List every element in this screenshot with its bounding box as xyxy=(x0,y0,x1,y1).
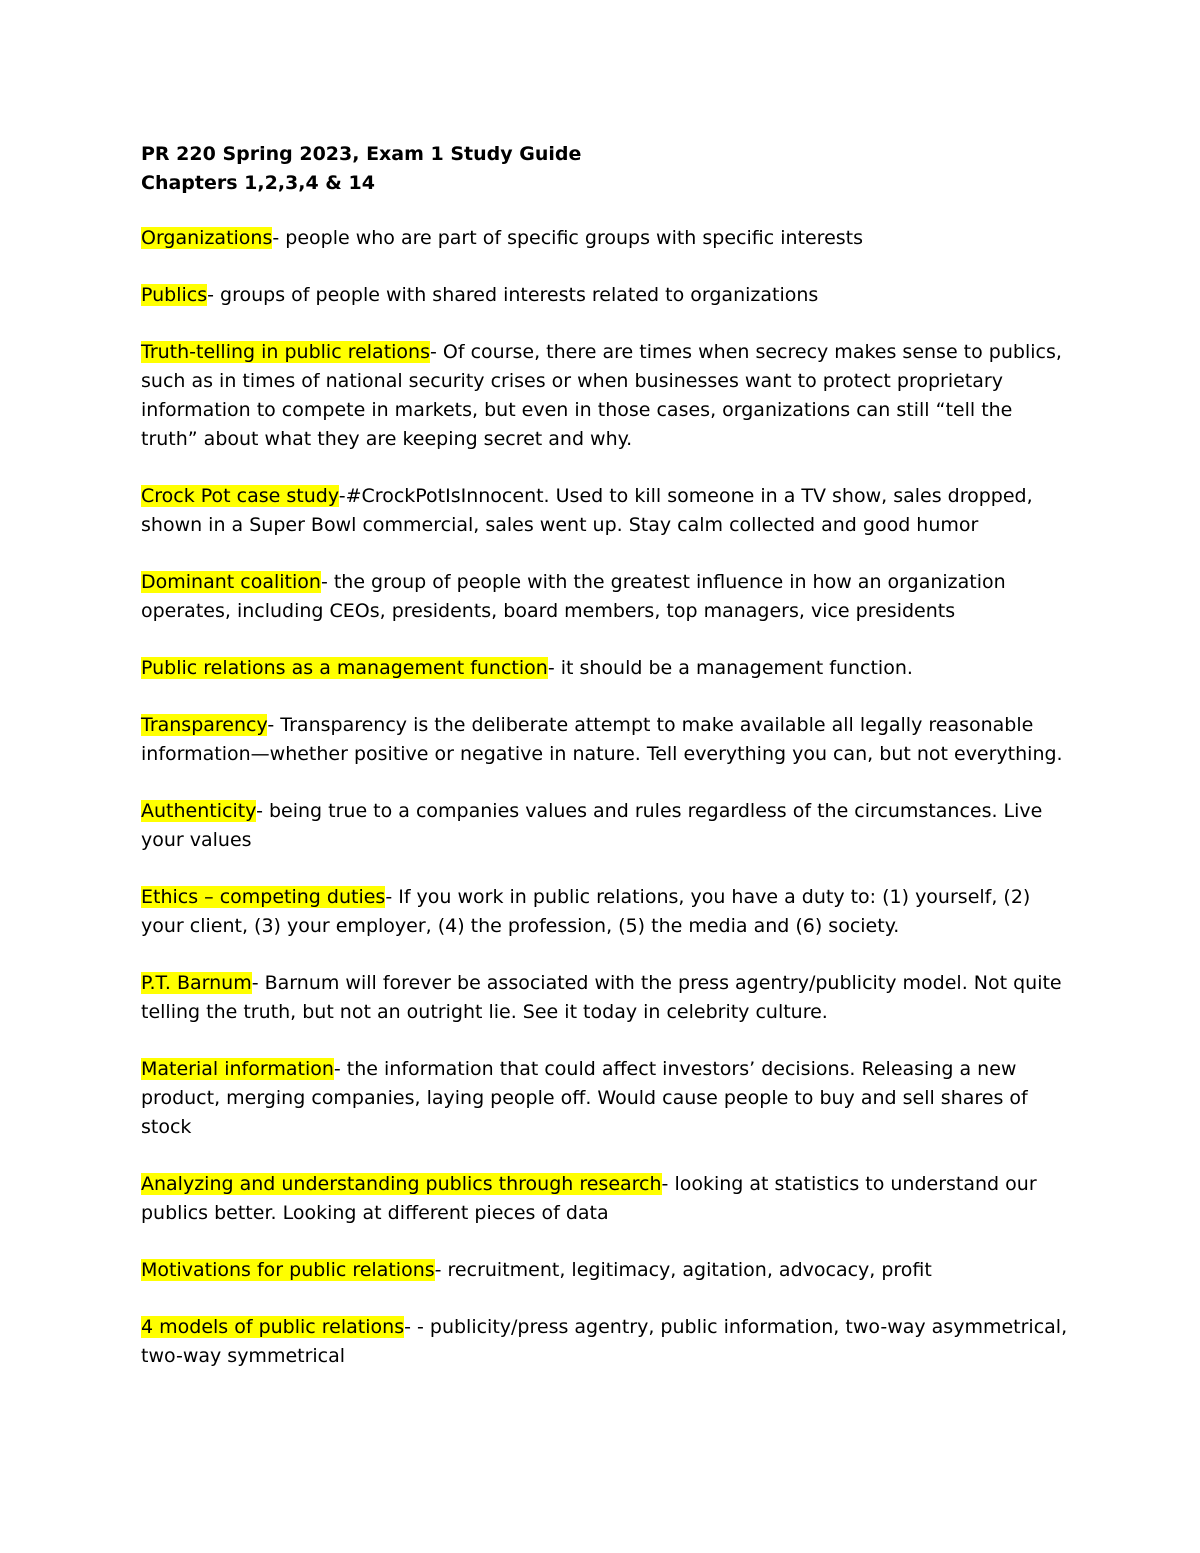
entry-pr-management-function xyxy=(141,654,1070,683)
highlighted-term: Motivations for public relations xyxy=(141,1259,435,1281)
document-header xyxy=(141,140,1070,198)
term-definition: groups of people with shared interests related to organizations xyxy=(214,284,819,306)
entry-ethics-competing-duties xyxy=(141,883,1070,941)
highlighted-term: Crock Pot case study xyxy=(141,485,339,507)
entry-authenticity xyxy=(141,797,1070,855)
entry-crock-pot-case-study xyxy=(141,482,1070,540)
term-definition: it should be a management function. xyxy=(554,657,913,679)
entry-material-information xyxy=(141,1055,1070,1142)
term-definition: the group of people with the greatest influence in how an organization operates, including CEOs, presidents, board members, top managers, vice presidents xyxy=(141,571,1006,622)
term-separator: - xyxy=(385,886,393,908)
term-definition: Transparency is the deliberate attempt to make available all legally reasonable information—whether positive or negative in nature. Tell everything you can, but not everything. xyxy=(141,714,1063,765)
entry-publics xyxy=(141,281,1070,310)
term-separator: - xyxy=(661,1173,669,1195)
entry-4-models-pr xyxy=(141,1313,1070,1371)
term-separator: - xyxy=(320,571,328,593)
term-definition: If you work in public relations, you have a duty to: (1) yourself, (2) your client, (3) your employer, (4) the profession, (5) the media and (6) society. xyxy=(141,886,1031,937)
term-definition: recruitment, legitimacy, agitation, advocacy, profit xyxy=(441,1259,932,1281)
term-separator: - xyxy=(272,227,280,249)
term-separator: - xyxy=(267,714,275,736)
highlighted-term: 4 models of public relations xyxy=(141,1316,405,1338)
term-definition: looking at statistics to understand our publics better. Looking at different pieces of data xyxy=(141,1173,1037,1224)
entry-analyzing-publics-research xyxy=(141,1170,1070,1228)
entry-dominant-coalition xyxy=(141,568,1070,626)
entry-transparency xyxy=(141,711,1070,769)
term-definition: people who are part of specific groups with specific interests xyxy=(279,227,864,249)
term-definition: #CrockPotIsInnocent. Used to kill someone in a TV show, sales dropped, shown in a Super Bowl commercial, sales went up. Stay calm collected and good humor xyxy=(141,485,1033,536)
highlighted-term: Transparency xyxy=(141,714,268,736)
term-separator: - xyxy=(207,284,214,306)
highlighted-term: Truth-telling in public relations xyxy=(141,341,430,363)
document-title: PR 220 Spring 2023, Exam 1 Study Guide xyxy=(141,143,582,165)
term-definition: the information that could affect investors’ decisions. Releasing a new product, merging companies, laying people off. Would cause people to buy and sell shares of stock xyxy=(141,1058,1028,1138)
term-separator: - xyxy=(430,341,437,363)
highlighted-term: Authenticity xyxy=(141,800,257,822)
highlighted-term: P.T. Barnum xyxy=(141,972,252,994)
term-separator: - xyxy=(404,1316,411,1338)
term-separator: - xyxy=(434,1259,442,1281)
highlighted-term: Public relations as a management function xyxy=(141,657,548,679)
entry-pt-barnum xyxy=(141,969,1070,1027)
entry-motivations-pr xyxy=(141,1256,1070,1285)
highlighted-term: Material information xyxy=(141,1058,334,1080)
highlighted-term: Publics xyxy=(141,284,208,306)
highlighted-term: Analyzing and understanding publics through research xyxy=(141,1173,662,1195)
term-definition: Barnum will forever be associated with the press agentry/publicity model. Not quite telling the truth, but not an outright lie. See it today in celebrity culture. xyxy=(141,972,1062,1023)
term-separator: - xyxy=(251,972,259,994)
term-definition: Of course, there are times when secrecy makes sense to publics, such as in times of national security crises or when businesses want to protect proprietary information to compete in markets, but even in those cases, organizations can still “tell the truth” about what they are keeping secret and why. xyxy=(141,341,1062,450)
highlighted-term: Dominant coalition xyxy=(141,571,321,593)
entry-truth-telling xyxy=(141,338,1070,454)
entry-organizations xyxy=(141,224,1070,253)
highlighted-term: Organizations xyxy=(141,227,273,249)
term-definition: - publicity/press agentry, public information, two-way asymmetrical, two-way symmetrical xyxy=(141,1316,1068,1367)
study-guide-entries xyxy=(141,224,1070,1371)
term-separator: - xyxy=(547,657,555,679)
document-subtitle-chapters: Chapters 1,2,3,4 & 14 xyxy=(141,172,375,194)
term-separator: - xyxy=(333,1058,341,1080)
term-separator: - xyxy=(338,485,346,507)
highlighted-term: Ethics – competing duties xyxy=(141,886,386,908)
term-definition: being true to a companies values and rules regardless of the circumstances. Live your values xyxy=(141,800,1043,851)
term-separator: - xyxy=(256,800,263,822)
